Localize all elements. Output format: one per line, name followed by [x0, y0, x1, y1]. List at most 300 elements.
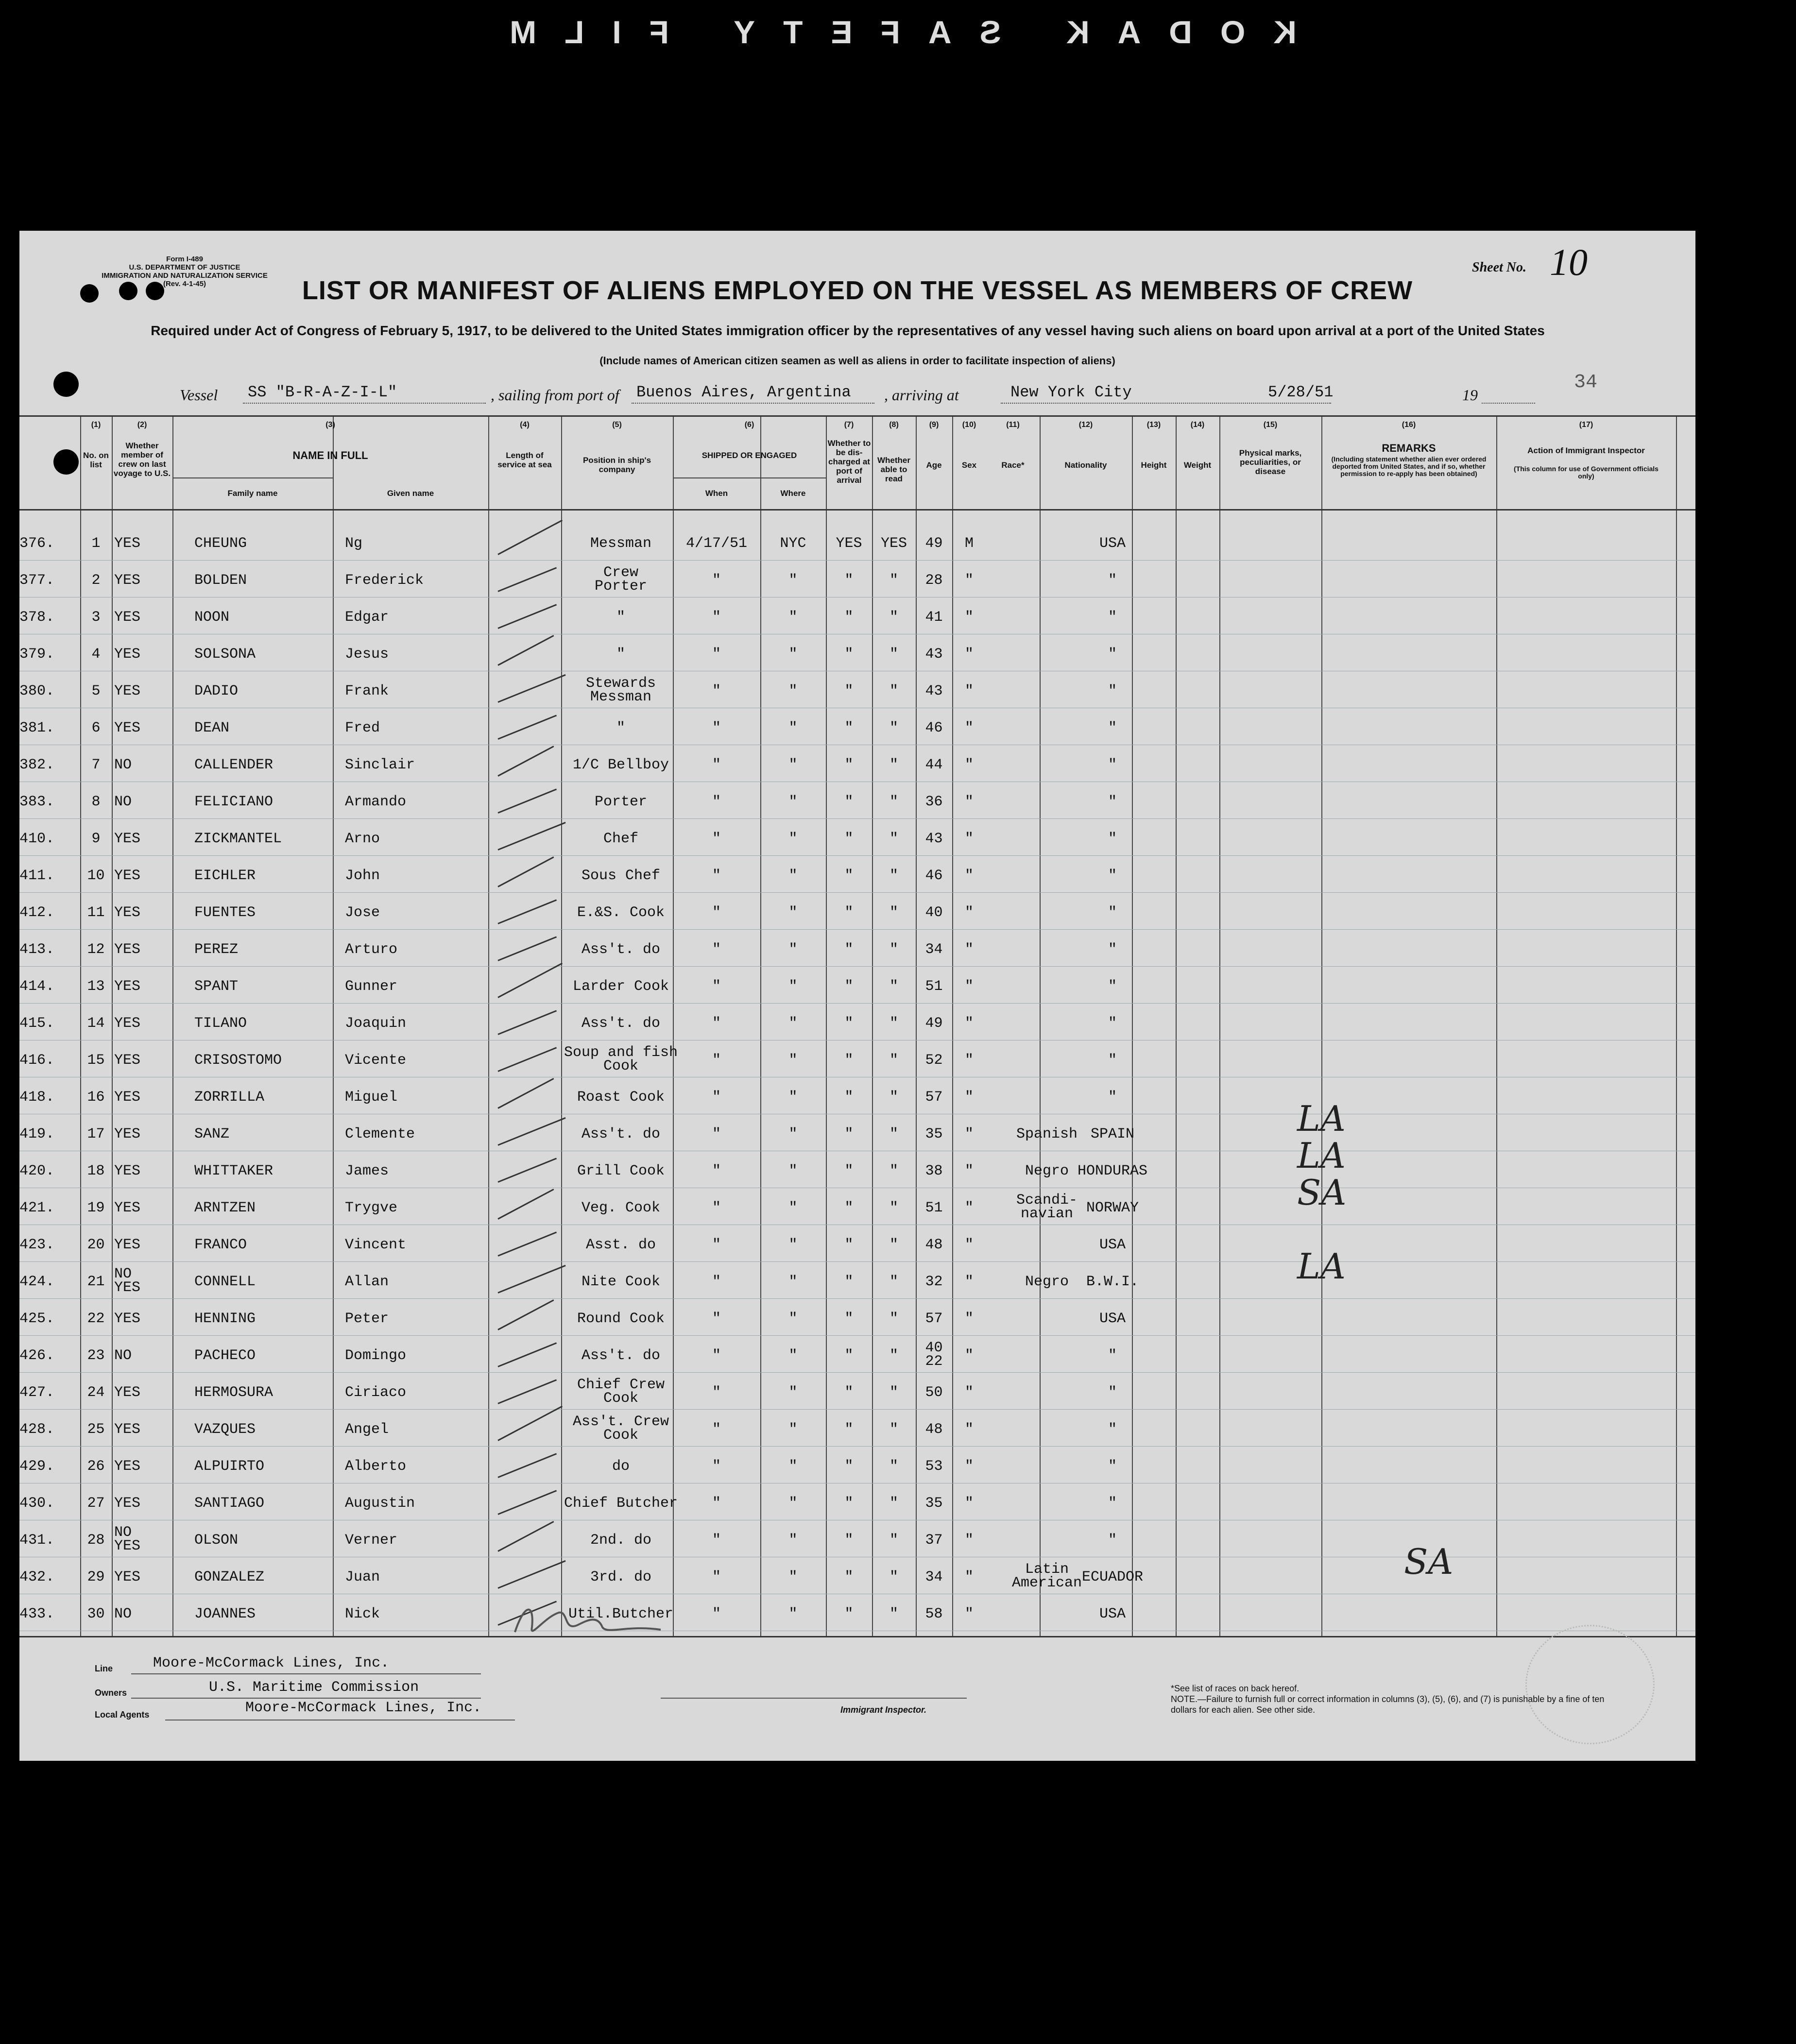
member-last-voyage: YES: [114, 1015, 141, 1032]
shipped-where: ": [788, 1311, 798, 1327]
year-label: 19: [1462, 386, 1478, 404]
footer: [19, 1635, 1695, 1761]
arriving-label: , arriving at: [884, 386, 959, 404]
shipped-when: ": [712, 1126, 721, 1142]
able-to-read: ": [889, 868, 898, 884]
discharged: ": [844, 1237, 854, 1253]
age: 43: [925, 683, 943, 699]
member-last-voyage: YES: [114, 1089, 141, 1106]
family-name: ZORRILLA: [194, 1089, 265, 1106]
margin-number: 430.: [19, 1495, 55, 1512]
table-row: [19, 748, 1695, 782]
col-num: (3): [325, 421, 335, 429]
discharged: ": [844, 1126, 854, 1142]
position: E.&S. Cook: [577, 904, 665, 921]
shipped-when: ": [712, 646, 721, 663]
header-position: Position in ship's company: [582, 456, 651, 474]
shipped-where: ": [788, 1458, 798, 1475]
nationality: USA: [1099, 1311, 1126, 1327]
shipped-when: ": [712, 831, 721, 847]
member-last-voyage: NO YES: [114, 1266, 141, 1296]
member-last-voyage: NO: [114, 1606, 132, 1622]
able-to-read: ": [889, 609, 898, 626]
given-name: John: [345, 868, 380, 884]
sex: ": [964, 1200, 974, 1216]
given-name: Gunner: [345, 978, 398, 995]
margin-number: 380.: [19, 683, 55, 699]
discharged: ": [844, 941, 854, 958]
margin-number: 414.: [19, 978, 55, 995]
nationality: ": [1108, 978, 1117, 995]
family-name: ARNTZEN: [194, 1200, 256, 1216]
position: ": [616, 646, 625, 663]
able-to-read: ": [889, 646, 898, 663]
table-row: [19, 1006, 1695, 1040]
age: 34: [925, 1569, 943, 1585]
given-name: Armando: [345, 794, 407, 810]
shipped-when: ": [712, 1237, 721, 1253]
nationality: ": [1108, 1347, 1117, 1364]
nationality: SPAIN: [1090, 1126, 1134, 1142]
line-number: 6: [91, 720, 101, 736]
able-to-read: ": [889, 1274, 898, 1290]
able-to-read: ": [889, 941, 898, 958]
sex: ": [964, 683, 974, 699]
row-rule: [19, 1446, 1695, 1447]
sex: ": [964, 1347, 974, 1364]
shipped-where: ": [788, 757, 798, 773]
row-rule: [19, 1298, 1695, 1299]
col-num: (11): [1006, 421, 1020, 429]
age: 28: [925, 572, 943, 589]
margin-number: 426.: [19, 1347, 55, 1364]
position: Asst. do: [585, 1237, 656, 1253]
discharged: ": [844, 1569, 854, 1585]
able-to-read: ": [889, 1015, 898, 1032]
family-name: HENNING: [194, 1311, 256, 1327]
col-num: (14): [1190, 421, 1205, 429]
discharged: ": [844, 1532, 854, 1549]
shipped-when: ": [712, 1311, 721, 1327]
shipped-where: ": [788, 978, 798, 995]
position: Stewards Messman: [585, 675, 656, 705]
sex: ": [964, 1163, 974, 1179]
member-last-voyage: YES: [114, 1052, 141, 1069]
sex: ": [964, 1237, 974, 1253]
discharged: ": [844, 1274, 854, 1290]
margin-number: 376.: [19, 535, 55, 552]
age: 51: [925, 978, 943, 995]
family-name: CHEUNG: [194, 535, 247, 552]
shipped-when: ": [712, 1495, 721, 1512]
family-name: SANZ: [194, 1126, 230, 1142]
position: Messman: [590, 535, 652, 552]
shipped-where: ": [788, 868, 798, 884]
discharged: ": [844, 683, 854, 699]
shipped-when: ": [712, 1089, 721, 1106]
margin-number: 423.: [19, 1237, 55, 1253]
revision: (Rev. 4-1-45): [163, 280, 206, 288]
line-number: 4: [91, 646, 101, 663]
shipped-where: ": [788, 1089, 798, 1106]
shipped-where: ": [788, 1532, 798, 1549]
line-number: 18: [87, 1163, 105, 1179]
discharged: ": [844, 1200, 854, 1216]
position: Ass't. do: [581, 1015, 661, 1032]
given-name: Arturo: [345, 941, 398, 958]
discharged: ": [844, 1311, 854, 1327]
given-name: Miguel: [345, 1089, 398, 1106]
shipped-where: ": [788, 941, 798, 958]
sex: ": [964, 1384, 974, 1401]
handwritten-mark: SA: [1404, 1541, 1454, 1582]
age: 58: [925, 1606, 943, 1622]
margin-number: 378.: [19, 609, 55, 626]
shipped-when: ": [712, 609, 721, 626]
margin-number: 420.: [19, 1163, 55, 1179]
owners-value: U.S. Maritime Commission: [209, 1679, 419, 1696]
position: Porter: [594, 794, 648, 810]
shipped-where: ": [788, 1015, 798, 1032]
nationality: ": [1108, 646, 1117, 663]
margin-number: 427.: [19, 1384, 55, 1401]
position: 1/C Bellboy: [572, 757, 669, 773]
line-number: 12: [87, 941, 105, 958]
discharged: ": [844, 978, 854, 995]
able-to-read: ": [889, 1126, 898, 1142]
header-nationality: Nationality: [1064, 460, 1107, 470]
header-remarks-note: (Including statement whether alien ever ordered deported from United States, and if so, whether permission to re-apply has been obtained): [1331, 455, 1487, 477]
position: Crew Porter: [594, 564, 648, 595]
shipped-where: ": [788, 794, 798, 810]
age: 49: [925, 535, 943, 552]
discharged: YES: [836, 535, 862, 552]
position: ": [616, 720, 625, 736]
table-row: [19, 1375, 1695, 1409]
given-name: Nick: [345, 1606, 380, 1622]
given-name: Juan: [345, 1569, 380, 1585]
nationality: USA: [1099, 1606, 1126, 1622]
shipped-when: ": [712, 1200, 721, 1216]
table-row: [19, 1246, 1695, 1298]
able-to-read: ": [889, 1163, 898, 1179]
age: 48: [925, 1237, 943, 1253]
row-rule: [19, 1335, 1695, 1336]
nationality: ": [1108, 1532, 1117, 1549]
member-last-voyage: YES: [114, 1495, 141, 1512]
margin-number: 418.: [19, 1089, 55, 1106]
able-to-read: ": [889, 683, 898, 699]
handwritten-mark: LA: [1297, 1135, 1346, 1176]
line-number: 11: [87, 904, 105, 921]
able-to-read: ": [889, 1495, 898, 1512]
shipped-when: ": [712, 978, 721, 995]
penalty-note: NOTE.—Failure to furnish full or correct information in columns (3), (5), (6), and (7) is punishable by a fine of ten dollars for each alien. See other side.: [1171, 1694, 1605, 1715]
age: 40: [925, 904, 943, 921]
shipped-when: ": [712, 1163, 721, 1179]
position: Larder Cook: [572, 978, 669, 995]
sex: ": [964, 941, 974, 958]
able-to-read: ": [889, 1089, 898, 1106]
family-name: DADIO: [194, 683, 239, 699]
able-to-read: ": [889, 1532, 898, 1549]
given-name: Verner: [345, 1532, 398, 1549]
age: 48: [925, 1421, 943, 1438]
race: Scandi- navian: [1016, 1192, 1078, 1222]
margin-number: 381.: [19, 720, 55, 736]
local-agents-value: Moore-McCormack Lines, Inc.: [245, 1700, 482, 1716]
sex: ": [964, 757, 974, 773]
table-row: [19, 711, 1695, 745]
margin-number: 382.: [19, 757, 55, 773]
family-name: EICHLER: [194, 868, 256, 884]
discharged: ": [844, 1089, 854, 1106]
line-number: 8: [91, 794, 101, 810]
line-number: 21: [87, 1274, 105, 1290]
sex: ": [964, 868, 974, 884]
col-num: (5): [612, 421, 622, 429]
family-name: PACHECO: [194, 1347, 256, 1364]
member-last-voyage: YES: [114, 978, 141, 995]
line-value: Moore-McCormack Lines, Inc.: [153, 1655, 390, 1671]
races-note: *See list of races on back hereof.: [1171, 1684, 1300, 1693]
discharged: ": [844, 1495, 854, 1512]
shipped-where: ": [788, 1569, 798, 1585]
header-action-note: (This column for use of Government officials only): [1514, 465, 1659, 480]
sex: M: [964, 535, 974, 552]
line-number: 13: [87, 978, 105, 995]
table-row: [19, 1172, 1695, 1225]
age: 36: [925, 794, 943, 810]
margin-number: 415.: [19, 1015, 55, 1032]
age: 57: [925, 1089, 943, 1106]
shipped-where: ": [788, 1237, 798, 1253]
family-name: SOLSONA: [194, 646, 256, 663]
sex: ": [964, 794, 974, 810]
margin-number: 433.: [19, 1606, 55, 1622]
header-name-in-full: NAME IN FULL: [292, 449, 368, 461]
shipped-where: ": [788, 1495, 798, 1512]
nationality: ": [1108, 1052, 1117, 1069]
table-row: [19, 1486, 1695, 1520]
nationality: NORWAY: [1086, 1200, 1139, 1216]
table-row: [19, 600, 1695, 634]
nationality: B.W.I.: [1086, 1274, 1139, 1290]
sex: ": [964, 904, 974, 921]
able-to-read: ": [889, 1458, 898, 1475]
age: 46: [925, 720, 943, 736]
table-row: [19, 1412, 1695, 1446]
line-number: 20: [87, 1237, 105, 1253]
vessel-name: SS "B-R-A-Z-I-L": [248, 383, 397, 401]
sex: ": [964, 1126, 974, 1142]
department: U.S. DEPARTMENT OF JUSTICE: [129, 263, 240, 272]
member-last-voyage: YES: [114, 904, 141, 921]
shipped-where: ": [788, 1606, 798, 1622]
sex: ": [964, 609, 974, 626]
header-shipped-engaged: SHIPPED OR ENGAGED: [701, 451, 797, 460]
nationality: ": [1108, 720, 1117, 736]
discharged: ": [844, 831, 854, 847]
header-where: Where: [780, 489, 806, 498]
able-to-read: ": [889, 1200, 898, 1216]
include-note: (Include names of American citizen seamen as well as aliens in order to facilitate inspection of aliens): [599, 355, 1115, 367]
able-to-read: YES: [880, 535, 907, 552]
discharged: ": [844, 1606, 854, 1622]
document-subtitle: Required under Act of Congress of February 5, 1917, to be delivered to the United States immigration officer by the representatives of any vessel having such aliens on board upon arrival at a port of the United States: [151, 323, 1545, 338]
margin-number: 419.: [19, 1126, 55, 1142]
line-number: 15: [87, 1052, 105, 1069]
position: do: [612, 1458, 630, 1475]
line-number: 24: [87, 1384, 105, 1401]
shipped-where: ": [788, 1421, 798, 1438]
nationality: ": [1108, 1458, 1117, 1475]
position: 3rd. do: [590, 1569, 652, 1585]
margin-number: 432.: [19, 1569, 55, 1585]
sex: ": [964, 1015, 974, 1032]
position: 2nd. do: [590, 1532, 652, 1549]
margin-number: 424.: [19, 1274, 55, 1290]
nationality: ": [1108, 1089, 1117, 1106]
row-rule: [19, 966, 1695, 967]
discharged: ": [844, 757, 854, 773]
table-row: [19, 1301, 1695, 1335]
able-to-read: ": [889, 1569, 898, 1585]
shipped-where: NYC: [780, 535, 806, 552]
sex: ": [964, 572, 974, 589]
family-name: CALLENDER: [194, 757, 274, 773]
line-number: 17: [87, 1126, 105, 1142]
line-number: 14: [87, 1015, 105, 1032]
line-number: 23: [87, 1347, 105, 1364]
margin-number: 383.: [19, 794, 55, 810]
document-title: LIST OR MANIFEST OF ALIENS EMPLOYED ON THE VESSEL AS MEMBERS OF CREW: [302, 276, 1413, 305]
race: Negro: [1025, 1274, 1069, 1290]
vessel-label: Vessel: [180, 386, 218, 404]
given-name: Alberto: [345, 1458, 407, 1475]
row-rule: [19, 929, 1695, 930]
discharged: ": [844, 1015, 854, 1032]
shipped-where: ": [788, 1163, 798, 1179]
col-num: (16): [1402, 421, 1416, 429]
line-number: 16: [87, 1089, 105, 1106]
given-name: Ng: [345, 535, 363, 552]
line-number: 28: [87, 1532, 105, 1549]
age: 53: [925, 1458, 943, 1475]
given-name: Arno: [345, 831, 380, 847]
handwritten-mark: LA: [1297, 1098, 1346, 1139]
row-rule: [19, 855, 1695, 856]
shipped-when: 4/17/51: [685, 535, 748, 552]
age: 52: [925, 1052, 943, 1069]
race: Spanish: [1016, 1126, 1078, 1142]
given-name: Jose: [345, 904, 380, 921]
family-name: OLSON: [194, 1532, 239, 1549]
sex: ": [964, 978, 974, 995]
able-to-read: ": [889, 1052, 898, 1069]
given-name: Frederick: [345, 572, 424, 589]
sex: ": [964, 646, 974, 663]
margin-number: 410.: [19, 831, 55, 847]
race: Latin American: [1011, 1561, 1082, 1591]
given-name: Frank: [345, 683, 389, 699]
line-number: 29: [87, 1569, 105, 1585]
shipped-when: ": [712, 1015, 721, 1032]
arrival-date: 5/28/51: [1268, 383, 1334, 401]
shipped-where: ": [788, 1052, 798, 1069]
nationality: USA: [1099, 535, 1126, 552]
table-row: [19, 674, 1695, 708]
header-when: When: [705, 489, 728, 498]
table-row: [19, 1227, 1695, 1261]
given-name: Vicente: [345, 1052, 407, 1069]
family-name: CONNELL: [194, 1274, 256, 1290]
given-name: Joaquin: [345, 1015, 407, 1032]
sex: ": [964, 1458, 974, 1475]
table-row: [19, 1449, 1695, 1483]
shipped-where: ": [788, 572, 798, 589]
given-name: Angel: [345, 1421, 389, 1438]
nationality: ": [1108, 794, 1117, 810]
shipped-where: ": [788, 609, 798, 626]
margin-number: 416.: [19, 1052, 55, 1069]
discharged: ": [844, 646, 854, 663]
col-num: (7): [844, 421, 854, 429]
col-num: (9): [929, 421, 939, 429]
shipped-when: ": [712, 1052, 721, 1069]
given-name: Clemente: [345, 1126, 415, 1142]
able-to-read: ": [889, 1384, 898, 1401]
table-row: [19, 526, 1695, 560]
handwritten-mark: SA: [1297, 1172, 1347, 1213]
family-name: DEAN: [194, 720, 230, 736]
able-to-read: ": [889, 794, 898, 810]
age: 57: [925, 1311, 943, 1327]
member-last-voyage: YES: [114, 535, 141, 552]
sheet-number-label: Sheet No.: [1472, 260, 1526, 275]
header-able-read: Whether able to read: [877, 456, 910, 483]
age: 38: [925, 1163, 943, 1179]
nationality: USA: [1099, 1237, 1126, 1253]
discharged: ": [844, 1347, 854, 1364]
given-name: Augustin: [345, 1495, 415, 1512]
member-last-voyage: YES: [114, 868, 141, 884]
member-last-voyage: YES: [114, 1421, 141, 1438]
discharged: ": [844, 1421, 854, 1438]
position: Chief Butcher: [564, 1495, 678, 1512]
position: Ass't. do: [581, 941, 661, 958]
row-rule: [19, 818, 1695, 819]
age: 32: [925, 1274, 943, 1290]
line-number: 1: [91, 535, 101, 552]
shipped-when: ": [712, 868, 721, 884]
nationality: ": [1108, 1495, 1117, 1512]
shipped-where: ": [788, 1126, 798, 1142]
position: ": [616, 609, 625, 626]
header-action: Action of Immigrant Inspector: [1527, 446, 1645, 455]
position: Round Cook: [577, 1311, 665, 1327]
owners-label: Owners: [95, 1688, 127, 1698]
age: 43: [925, 646, 943, 663]
table-row: [19, 1338, 1695, 1372]
col-num: (2): [137, 421, 147, 429]
discharged: ": [844, 868, 854, 884]
nationality: ECUADOR: [1081, 1569, 1144, 1585]
shipped-when: ": [712, 1606, 721, 1622]
header-race: Race*: [1001, 460, 1025, 470]
nationality: ": [1108, 868, 1117, 884]
row-rule: [19, 1003, 1695, 1004]
